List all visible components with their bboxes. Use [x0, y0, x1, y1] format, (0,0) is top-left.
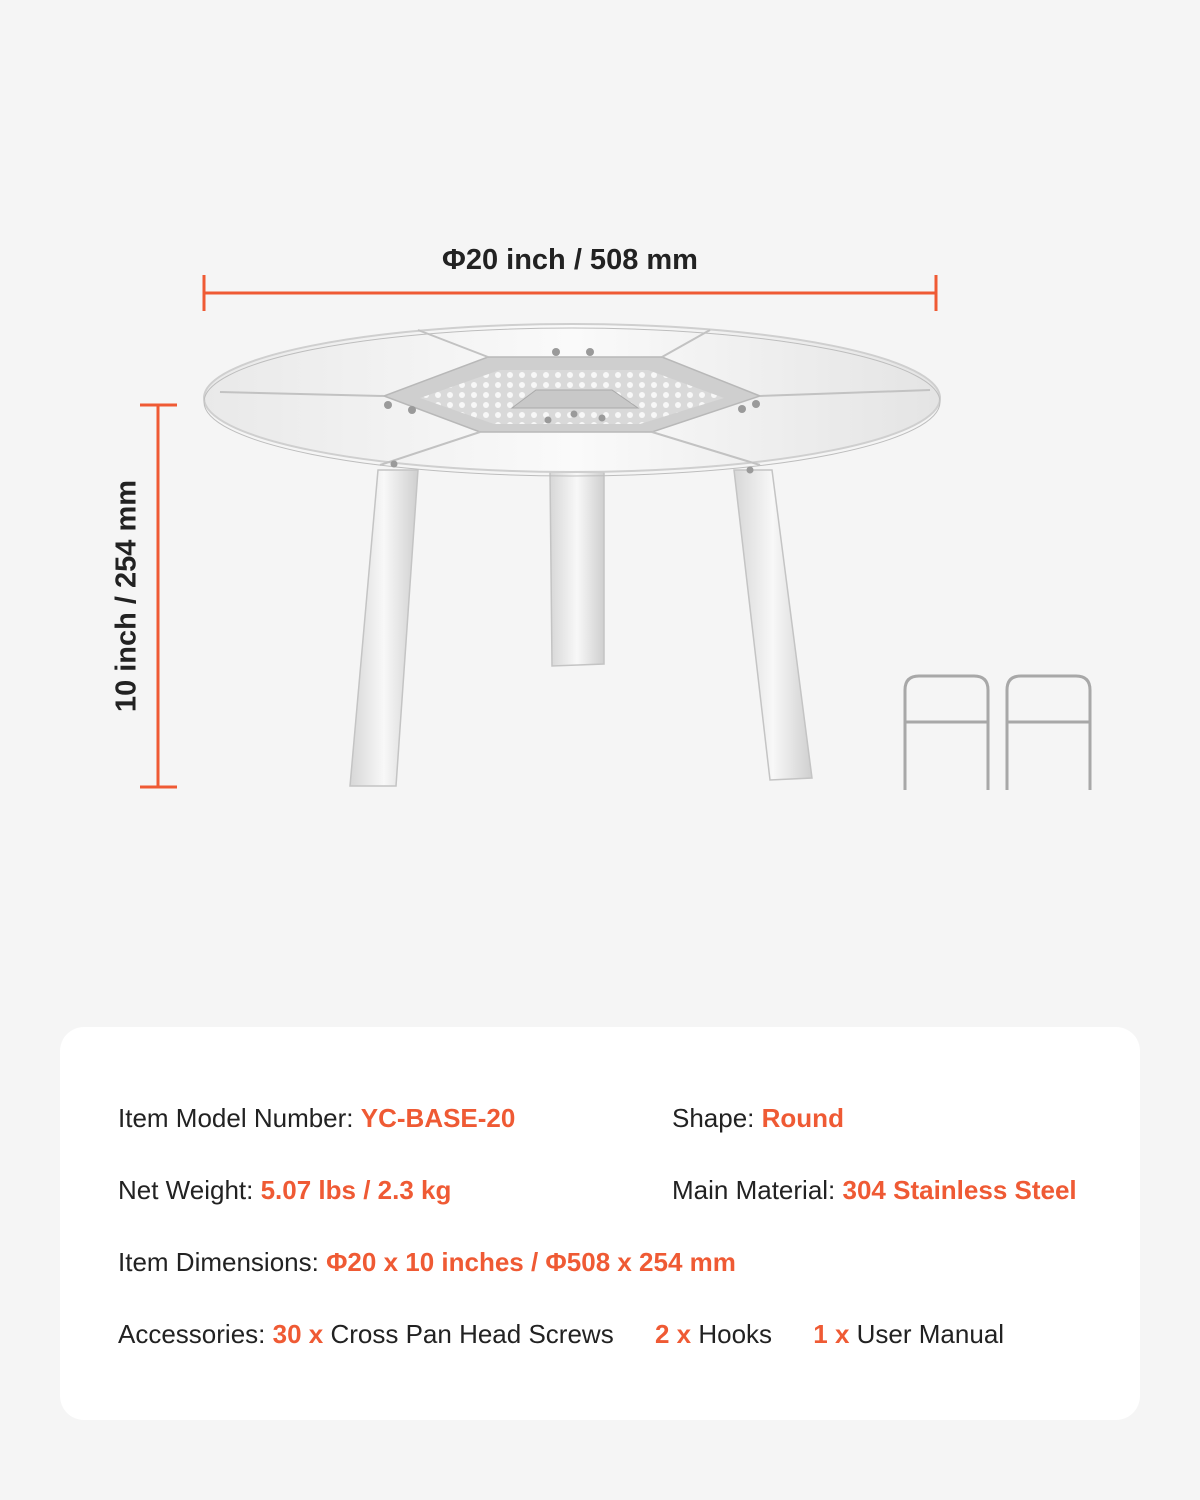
table-legs	[350, 470, 812, 786]
width-dimension-line	[204, 275, 936, 311]
accessory-name: Hooks	[698, 1319, 773, 1349]
spec-accessories	[118, 1321, 1038, 1347]
height-dimension-label: 10 inch / 254 mm	[110, 479, 143, 713]
spec-weight	[118, 1177, 451, 1203]
accessory-qty: 1 x	[813, 1319, 850, 1349]
width-dimension-label: Φ20 inch / 508 mm	[442, 244, 698, 276]
spec-weight-label: Net Weight:	[118, 1175, 254, 1205]
spec-material-value: 304 Stainless Steel	[842, 1175, 1077, 1205]
spec-accessories-label: Accessories:	[118, 1319, 266, 1349]
spec-material	[672, 1177, 1077, 1203]
spec-shape-value: Round	[761, 1103, 844, 1133]
accessory-qty: 30 x	[272, 1319, 324, 1349]
spec-model	[118, 1105, 515, 1131]
accessory-item	[273, 1319, 621, 1349]
hooks-icon	[905, 676, 1090, 790]
spec-dimensions	[118, 1249, 736, 1275]
table-top	[204, 324, 940, 476]
spec-shape-label: Shape:	[672, 1103, 755, 1133]
accessory-name: Cross Pan Head Screws	[330, 1319, 614, 1349]
spec-dimensions-value: Φ20 x 10 inches / Φ508 x 254 mm	[326, 1247, 736, 1277]
accessory-item	[655, 1319, 779, 1349]
spec-dimensions-label: Item Dimensions:	[118, 1247, 319, 1277]
spec-shape	[672, 1105, 844, 1131]
spec-model-value: YC-BASE-20	[360, 1103, 516, 1133]
spec-material-label: Main Material:	[672, 1175, 836, 1205]
spec-weight-value: 5.07 lbs / 2.3 kg	[260, 1175, 452, 1205]
spec-card	[60, 1027, 1140, 1420]
accessory-name: User Manual	[856, 1319, 1005, 1349]
accessory-item	[813, 1319, 1004, 1349]
spec-model-label: Item Model Number:	[118, 1103, 354, 1133]
accessory-qty: 2 x	[654, 1319, 692, 1349]
height-dimension-line	[140, 405, 177, 787]
